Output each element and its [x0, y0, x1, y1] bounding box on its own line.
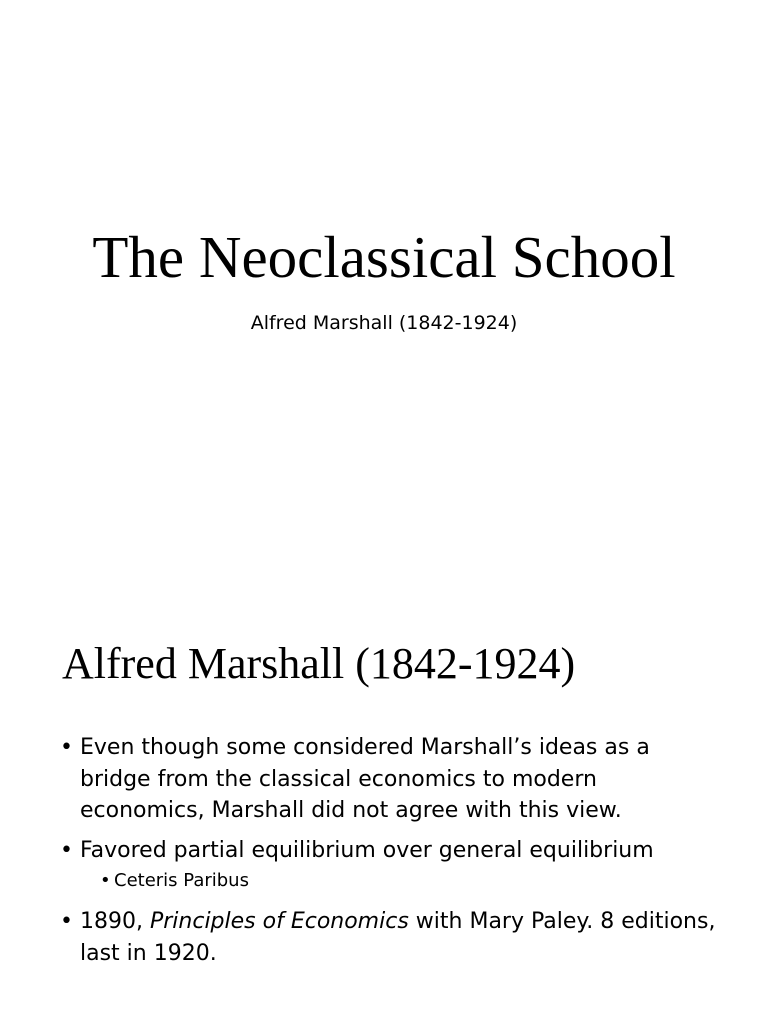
sub-bullet-item-ceteris-paribus [100, 868, 720, 894]
content-slide [0, 600, 768, 1024]
bullet-item-partial-equilibrium [60, 835, 720, 867]
bullet-text-pre: 1890, [80, 909, 150, 934]
book-title: Principles of Economics [149, 909, 409, 934]
slide-subtitle: Alfred Marshall (1842-1924) [250, 312, 518, 334]
content-heading: Alfred Marshall (1842-1924) [62, 639, 576, 688]
bullet-text: Even though some considered Marshall’s ideas as a bridge from the classical economics to modern economics, Marshall did not agree with this view. [80, 735, 650, 823]
bullet-list [60, 732, 720, 977]
bullet-item-principles [60, 906, 720, 969]
bullet-text-post: with Mary Paley. 8 editions, last in 1920. [80, 909, 716, 966]
bullet-item-bridge [60, 732, 720, 827]
bullet-text: Favored partial equilibrium over general equilibrium [80, 837, 654, 863]
slide-title: The Neoclassical School [92, 224, 676, 290]
sub-bullet-text: Ceteris Paribus [114, 870, 249, 891]
